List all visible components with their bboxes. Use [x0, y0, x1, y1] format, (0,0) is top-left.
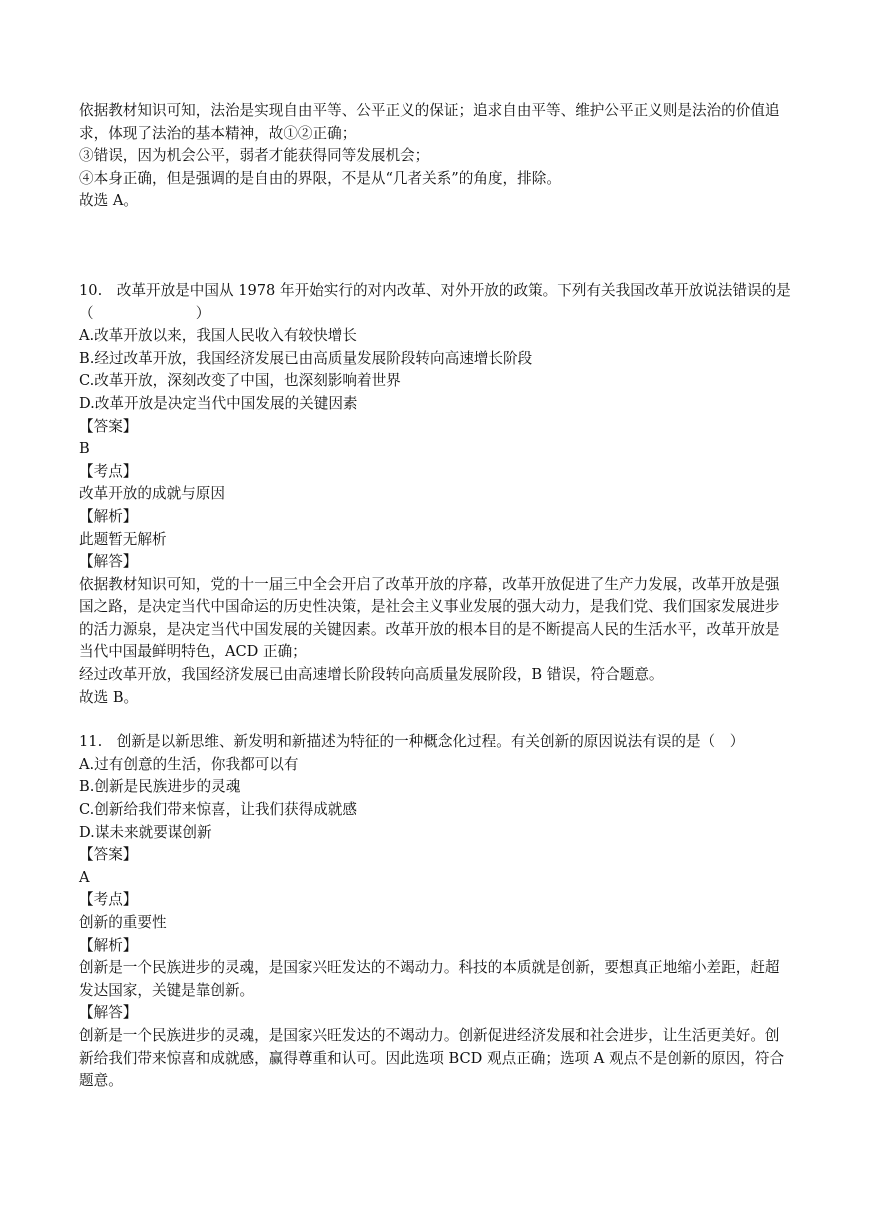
intro-conclusion: 故选 A。	[79, 192, 138, 210]
kaodian-label: 【考点】	[79, 462, 138, 480]
jieda-label: 【解答】	[79, 1004, 138, 1022]
option-a: A.过有创意的生活，你我都可以有	[79, 755, 299, 773]
intro-explanation	[79, 100, 794, 213]
question-11	[79, 731, 794, 1093]
jieda-label: 【解答】	[79, 553, 138, 571]
question-stem: 10. 改革开放是中国从 1978 年开始实行的对内改革、对外开放的政策。下列有关我国改革开放说法错误的是（ ）	[79, 281, 791, 322]
option-c: C.创新给我们带来惊喜，让我们获得成就感	[79, 801, 357, 819]
intro-paragraph: 依据教材知识可知，法治是实现自由平等、公平正义的保证；追求自由平等、维护公平正义则是法治的价值追求，体现了法治的基本精神，故①②正确；	[79, 102, 780, 142]
jiexi-value: 此题暂无解析	[79, 530, 167, 548]
question-stem: 11. 创新是以新思维、新发明和新描述为特征的一种概念化过程。有关创新的原因说法有误的是（ ）	[79, 733, 745, 751]
option-c: C.改革开放，深刻改变了中国，也深刻影响着世界	[79, 372, 401, 390]
jieda-paragraph: 依据教材知识可知，党的十一届三中全会开启了改革开放的序幕，改革开放促进了生产力发展，改革开放是强国之路，是决定当代中国命运的历史性决策，是社会主义事业发展的强大动力，是我们党、我们国家发展进步的活力源泉，是决定当代中国发展的关键因素。改革开放的根本目的是不断提高人民的生活水平，改革开放是当代中国最鲜明特色，ACD 正确；	[79, 575, 780, 661]
jieda-line: 经过改革开放，我国经济发展已由高速增长阶段转向高质量发展阶段，B 错误，符合题意。	[79, 666, 664, 684]
answer-value: A	[79, 868, 90, 886]
spacer	[79, 709, 794, 731]
option-b: B.经过改革开放，我国经济发展已由高质量发展阶段转向高速增长阶段	[79, 349, 533, 367]
intro-line: ④本身正确，但是强调的是自由的界限，不是从“几者关系”的角度，排除。	[79, 169, 561, 187]
answer-label: 【答案】	[79, 417, 138, 435]
intro-line: ③错误，因为机会公平，弱者才能获得同等发展机会；	[79, 147, 430, 165]
kaodian-value: 创新的重要性	[79, 914, 167, 931]
jiexi-label: 【解析】	[79, 936, 138, 954]
spacer	[79, 213, 794, 280]
option-a: A.改革开放以来，我国人民收入有较快增长	[79, 327, 357, 345]
jieda-paragraph: 创新是一个民族进步的灵魂，是国家兴旺发达的不竭动力。创新促进经济发展和社会进步，让生活更美好。创新给我们带来惊喜和成就感，赢得尊重和认可。因此选项 BCD 观点正确；选项 A 观点不是创新的原因，符合题意。	[79, 1026, 785, 1090]
jieda-conclusion: 故选 B。	[79, 688, 139, 706]
kaodian-label: 【考点】	[79, 891, 138, 909]
jiexi-paragraph: 创新是一个民族进步的灵魂，是国家兴旺发达的不竭动力。科技的本质就是创新，要想真正地缩小差距，赶超发达国家，关键是靠创新。	[79, 959, 780, 999]
document-page	[79, 100, 794, 1093]
answer-value: B	[79, 440, 90, 458]
option-b: B.创新是民族进步的灵魂	[79, 778, 241, 796]
option-d: D.改革开放是决定当代中国发展的关键因素	[79, 394, 358, 412]
jiexi-label: 【解析】	[79, 507, 138, 525]
answer-label: 【答案】	[79, 846, 138, 864]
option-d: D.谋未来就要谋创新	[79, 823, 212, 841]
kaodian-value: 改革开放的成就与原因	[79, 485, 225, 503]
question-10	[79, 280, 794, 709]
